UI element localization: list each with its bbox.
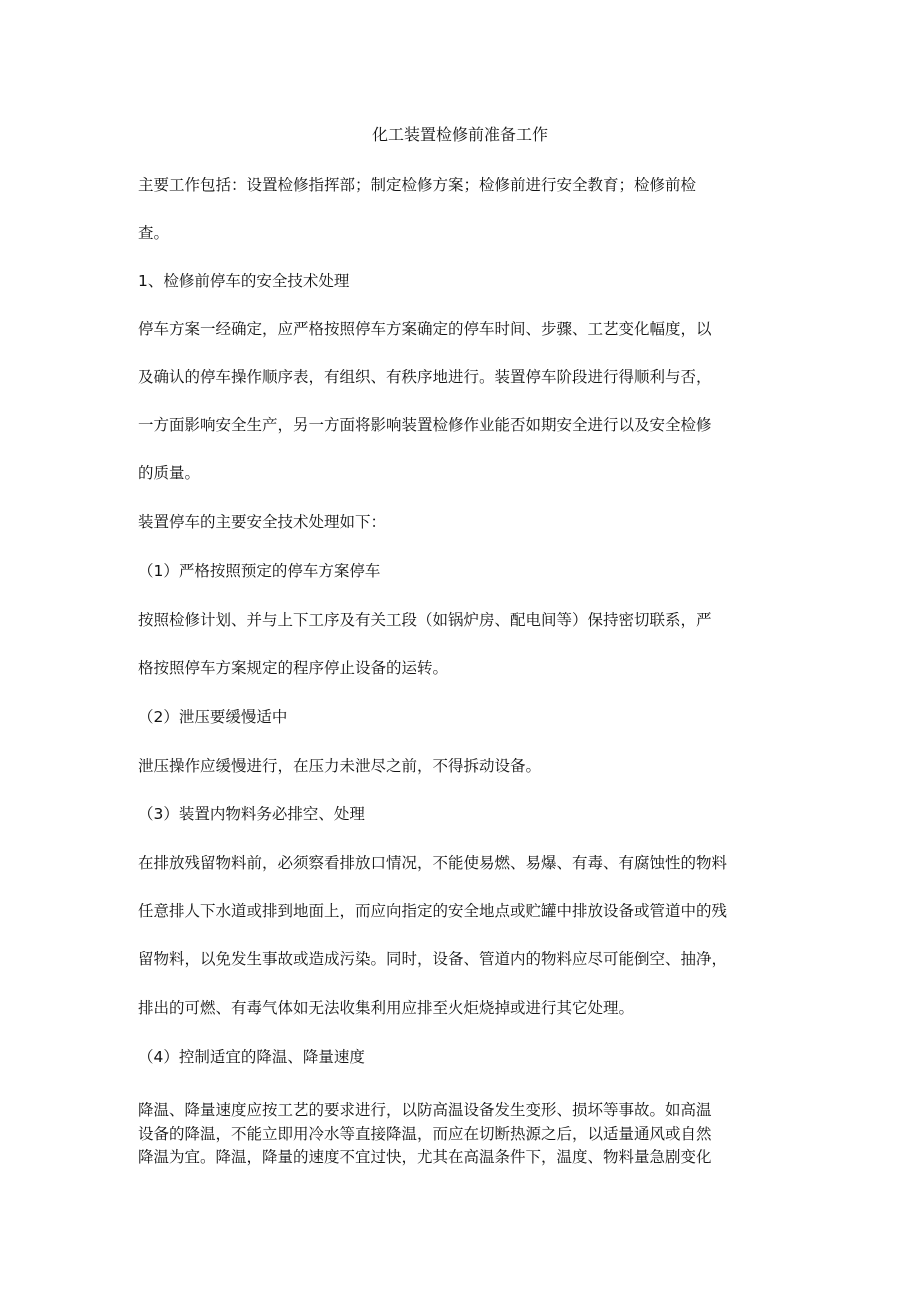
intro-line: 查。 [138, 224, 170, 242]
section-heading: 1、检修前停车的安全技术处理 [138, 272, 350, 290]
intro-line: 主要工作包括：设置检修指挥部；制定检修方案；检修前进行安全教育；检修前检 [138, 176, 697, 194]
item-heading: （1）严格按照预定的停车方案停车 [138, 562, 381, 580]
lead-line: 装置停车的主要安全技术处理如下： [138, 513, 387, 531]
paragraph-line: 及确认的停车操作顺序表，有组织、有秩序地进行。装置停车阶段进行得顺利与否， [138, 368, 712, 386]
item-line: 排出的可燃、有毒气体如无法收集利用应排至火炬烧掉或进行其它处理。 [138, 999, 635, 1017]
item-heading: （3）装置内物料务必排空、处理 [138, 805, 365, 823]
item-line: 设备的降温，不能立即用冷水等直接降温，而应在切断热源之后，以适量通风或自然 [138, 1125, 712, 1143]
item-line: 任意排人下水道或排到地面上，而应向指定的安全地点或贮罐中排放设备或管道中的残 [138, 902, 728, 920]
item-heading: （2）泄压要缓慢适中 [138, 708, 288, 726]
item-heading: （4）控制适宜的降温、降量速度 [138, 1048, 365, 1066]
item-line: 在排放残留物料前，必须察看排放口情况，不能使易燃、易爆、有毒、有腐蚀性的物料 [138, 854, 728, 872]
item-line: 降温为宜。降温，降量的速度不宜过快，尤其在高温条件下，温度、物料量急剧变化 [138, 1148, 712, 1166]
item-line: 泄压操作应缓慢进行，在压力未泄尽之前，不得拆动设备。 [138, 757, 542, 775]
paragraph-line: 停车方案一经确定，应严格按照停车方案确定的停车时间、步骤、工艺变化幅度，以 [138, 320, 712, 338]
paragraph-line: 的质量。 [138, 464, 201, 482]
item-line: 格按照停车方案规定的程序停止设备的运转。 [138, 659, 449, 677]
item-line: 降温、降量速度应按工艺的要求进行，以防高温设备发生变形、损坏等事故。如高温 [138, 1101, 712, 1119]
paragraph-line: 一方面影响安全生产，另一方面将影响装置检修作业能否如期安全进行以及安全检修 [138, 416, 712, 434]
item-line: 按照检修计划、并与上下工序及有关工段（如锅炉房、配电间等）保持密切联系，严 [138, 611, 712, 629]
document-title: 化工装置检修前准备工作 [371, 125, 548, 144]
item-line: 留物料，以免发生事故或造成污染。同时，设备、管道内的物料应尽可能倒空、抽净， [138, 950, 728, 968]
